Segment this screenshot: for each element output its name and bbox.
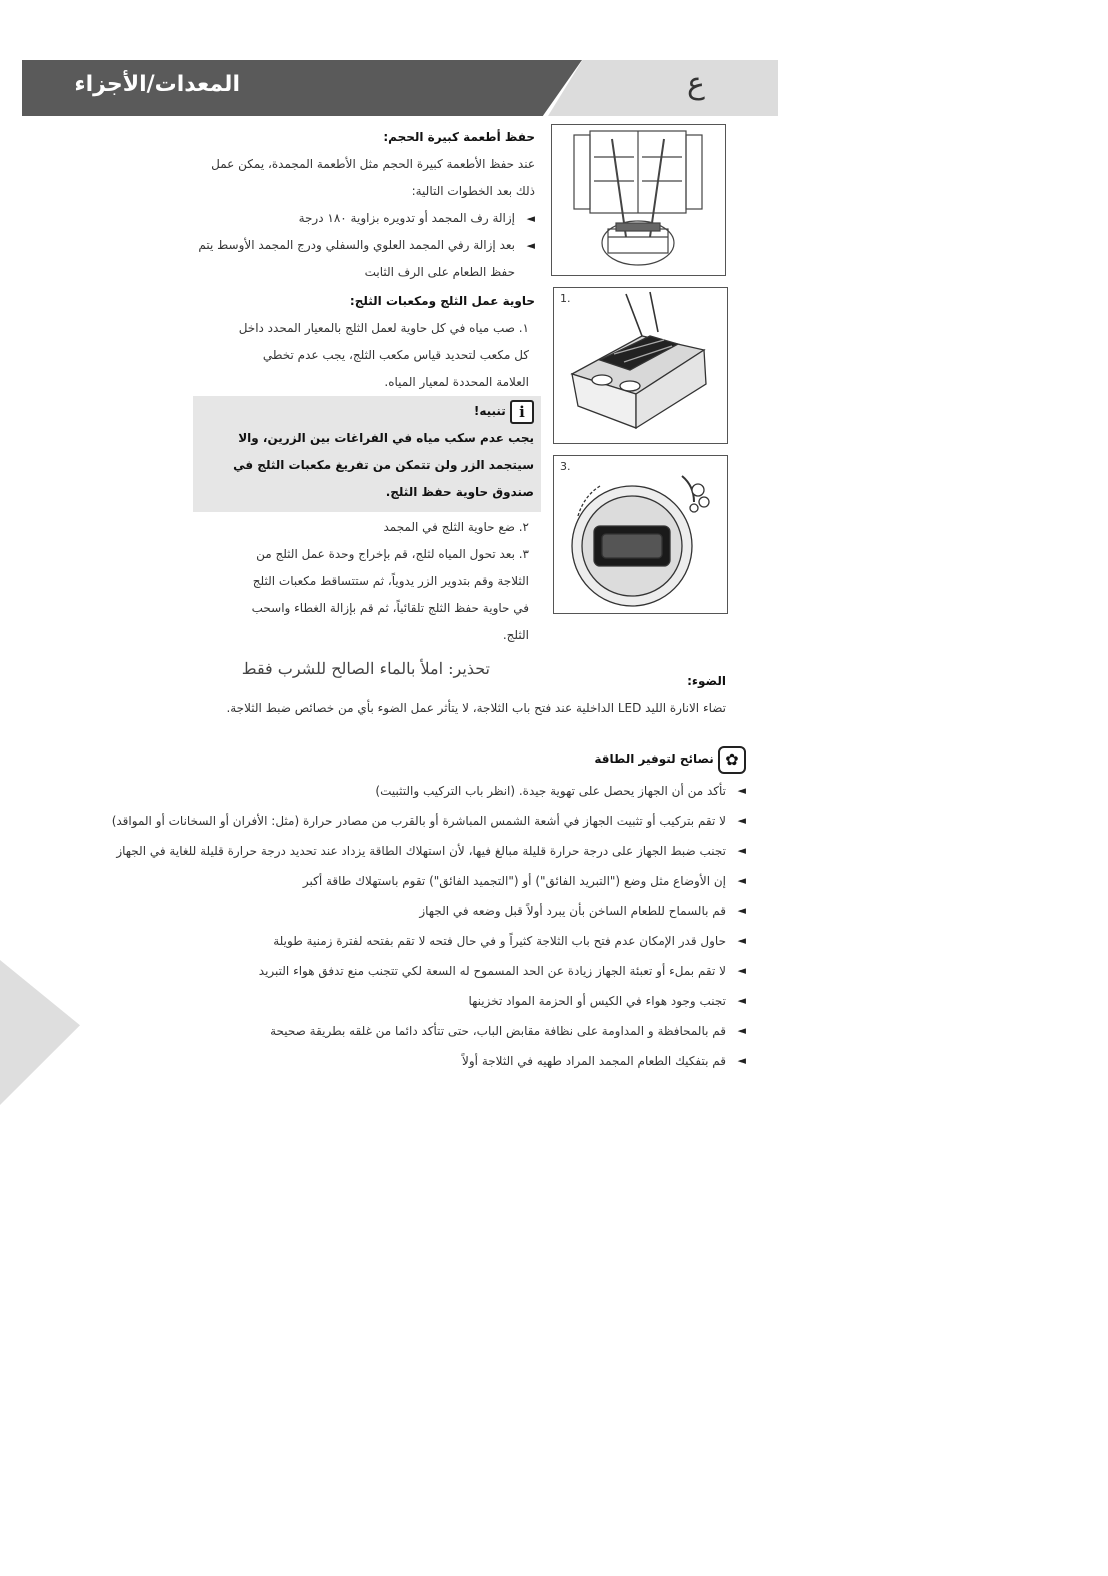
ice-box-illustration — [553, 455, 728, 614]
fridge-shelf-illustration — [551, 124, 726, 276]
tip-item: ◄ لا تقم بملء أو تعبئة الجهاز زيادة عن الحد المسموح له السعة لكي تتجنب منع تدفق هواء التبريد — [72, 956, 746, 986]
arrow-icon: ◄ — [526, 239, 535, 252]
light-title: الضوء: — [687, 674, 726, 688]
tip-item: ◄ لا تقم بتركيب أو تثبيت الجهاز في أشعة الشمس المباشرة أو بالقرب من مصادر حرارة (مثل: الأفران أو السخانات أو المواقد) — [72, 806, 746, 836]
large-food-intro: عند حفظ الأطعمة كبيرة الحجم مثل الأطعمة المجمدة، يمكن عمل ذلك بعد الخطوات التالية: — [211, 157, 535, 198]
light-text: تضاء الانارة الليد LED الداخلية عند فتح باب الثلاجة، لا يتأثر عمل الضوء بأي من خصائص ضبط الثلاجة. — [226, 701, 726, 715]
large-food-title: حفظ أطعمة كبيرة الحجم: — [383, 130, 535, 144]
large-food-bullet: ◄ بعد إزالة رفي المجمد العلوي والسفلي ودرج المجمد الأوسط يتم حفظ الطعام على الرف الثابت — [190, 232, 535, 286]
arrow-icon: ◄ — [737, 934, 746, 947]
arrow-icon: ◄ — [737, 964, 746, 977]
large-food-section — [190, 124, 535, 286]
arrow-icon: ◄ — [526, 212, 535, 225]
fridge-drawing — [552, 125, 725, 275]
ice-step-1: ١. صب مياه في كل حاوية لعمل الثلج بالمعيار المحدد داخل كل مكعب لتحديد قياس مكعب الثلج، يجب عدم تخطي العلامة المحددة لمعيار المياه. — [238, 321, 529, 389]
ice-steps — [190, 514, 535, 649]
energy-tips-section — [72, 742, 746, 1076]
arrow-icon: ◄ — [737, 1024, 746, 1037]
figure-label-3: 3. — [560, 460, 571, 473]
leaf-icon: ✿ — [718, 746, 746, 774]
tip-item: ◄ قم بالمحافظة و المداومة على نظافة مقابض الباب، حتى تتأكد دائما من غلقه بطريقة صحيحة — [72, 1016, 746, 1046]
tip-item: ◄ إن الأوضاع مثل وضع ("التبريد الفائق") أو ("التجميد الفائق") تقوم باستهلاك طاقة أكبر — [72, 866, 746, 896]
ice-box-drawing — [554, 456, 727, 613]
ice-tray-drawing — [554, 288, 727, 443]
light-section — [190, 668, 726, 722]
arrow-icon: ◄ — [737, 814, 746, 827]
tip-item: ◄ حاول قدر الإمكان عدم فتح باب الثلاجة كثيراً و في حال فتحه لا تقم بفتحه لفترة زمنية طويلة — [72, 926, 746, 956]
ice-title: حاوية عمل الثلج ومكعبات الثلج: — [349, 294, 535, 308]
figure-label-1: 1. — [560, 292, 571, 305]
tip-item: ◄ قم بتفكيك الطعام المجمد المراد طهيه في الثلاجة أولاً — [72, 1046, 746, 1076]
arrow-icon: ◄ — [737, 874, 746, 887]
page-corner-tab — [0, 960, 80, 1105]
arrow-icon: ◄ — [737, 844, 746, 857]
large-food-bullet: ◄ إزالة رف المجمد أو تدويره بزاوية ١٨٠ درجة — [190, 205, 535, 232]
header-tab — [548, 60, 778, 116]
note-title: تنبيه! — [473, 404, 506, 418]
arrow-icon: ◄ — [737, 904, 746, 917]
drinking-water-warning: تحذير: املأ بالماء الصالح للشرب فقط — [241, 659, 490, 678]
page-title: المعدات/الأجزاء — [74, 72, 240, 97]
ice-tray-illustration — [553, 287, 728, 444]
tips-title: نصائح لتوفير الطاقة — [594, 752, 714, 766]
arrow-icon: ◄ — [737, 784, 746, 797]
ice-section — [190, 288, 535, 396]
ice-step-3: ٣. بعد تحول المياه لثلج، قم بإخراج وحدة عمل الثلج من الثلاجة وقم بتدوير الزر يدوياً، ثم ستتساقط مكعبات الثلج في حاوية حفظ الثلج تلقائياً، ثم قم بإزالة الغطاء واسحب الثلج. — [251, 547, 529, 642]
note-text: يجب عدم سكب مياه في الفراغات بين الزرين، والا سيتجمد الزر ولن تتمكن من تفريغ مكعبات الثلج في صندوق حاوية حفظ الثلج. — [233, 431, 534, 499]
info-icon: i — [510, 400, 534, 424]
tip-item: ◄ تأكد من أن الجهاز يحصل على تهوية جيدة. (انظر باب التركيب والتثبيت) — [72, 776, 746, 806]
page-letter: ع — [687, 66, 705, 101]
arrow-icon: ◄ — [737, 1054, 746, 1067]
tip-item: ◄ تجنب وجود هواء في الكيس أو الحزمة المواد تخزينها — [72, 986, 746, 1016]
tip-item: ◄ قم بالسماح للطعام الساخن بأن يبرد أولاً قبل وضعه في الجهاز — [72, 896, 746, 926]
note-content — [198, 398, 534, 506]
tip-item: ◄ تجنب ضبط الجهاز على درجة حرارة قليلة مبالغ فيها، لأن استهلاك الطاقة يزداد عند تحديد درجة حرارة قليلة للغاية في الجهاز — [72, 836, 746, 866]
arrow-icon: ◄ — [737, 994, 746, 1007]
ice-step-2: ٢. ضع حاوية الثلج في المجمد — [383, 520, 529, 534]
